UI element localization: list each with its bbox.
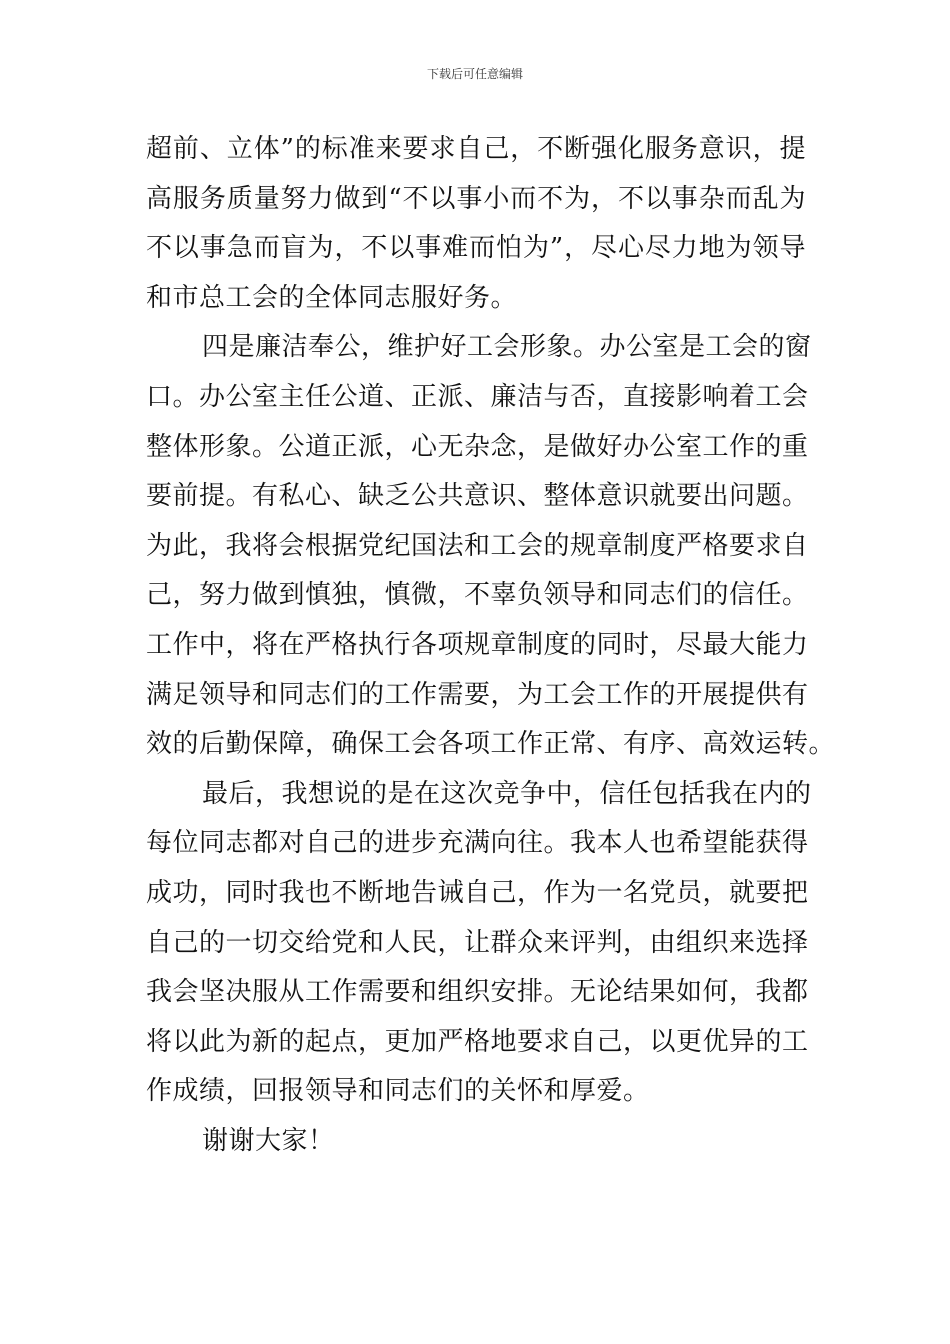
- text-line: 效的后勤保障，确保工会各项工作正常、有序、高效运转。: [146, 729, 836, 760]
- text-line: 整体形象。公道正派，心无杂念，是做好办公室工作的重: [146, 431, 809, 462]
- text-line: 为此，我将会根据党纪国法和工会的规章制度严格要求自: [146, 530, 809, 561]
- text-line: 成功，同时我也不断地告诫自己，作为一名党员，就要把: [146, 877, 809, 908]
- text-line: 每位同志都对自己的进步充满向往。我本人也希望能获得: [146, 828, 809, 859]
- text-line: 自己的一切交给党和人民，让群众来评判，由组织来选择: [146, 927, 809, 958]
- text-line: 口。办公室主任公道、正派、廉洁与否，直接影响着工会: [146, 381, 809, 412]
- text-line: 工作中，将在严格执行各项规章制度的同时，尽最大能力: [146, 629, 809, 660]
- text-line: 高服务质量努力做到“不以事小而不为，不以事杂而乱为: [146, 183, 806, 214]
- text-line: 四是廉洁奉公，维护好工会形象。办公室是工会的窗: [202, 332, 812, 363]
- text-line: 作成绩，回报领导和同志们的关怀和厚爱。: [146, 1076, 650, 1107]
- text-line: 最后，我想说的是在这次竞争中，信任包括我在内的: [202, 778, 812, 809]
- text-line: 我会坚决服从工作需要和组织安排。无论结果如何，我都: [146, 977, 809, 1008]
- text-line: 和市总工会的全体同志服好务。: [146, 282, 518, 313]
- text-line: 要前提。有私心、缺乏公共意识、整体意识就要出问题。: [146, 481, 809, 512]
- text-line: 不以事急而盲为，不以事难而怕为”，尽心尽力地为领导: [146, 233, 806, 264]
- text-line: 谢谢大家！: [202, 1125, 335, 1156]
- text-line: 己，努力做到慎独，慎微，不辜负领导和同志们的信任。: [146, 580, 809, 611]
- text-line: 将以此为新的起点，更加严格地要求自己，以更优异的工: [146, 1026, 809, 1057]
- text-line: 满足领导和同志们的工作需要，为工会工作的开展提供有: [146, 679, 809, 710]
- page-header: 下载后可任意编辑: [426, 67, 523, 81]
- document-body: [146, 125, 836, 1166]
- text-line: 超前、立体”的标准来要求自己，不断强化服务意识，提: [146, 134, 806, 164]
